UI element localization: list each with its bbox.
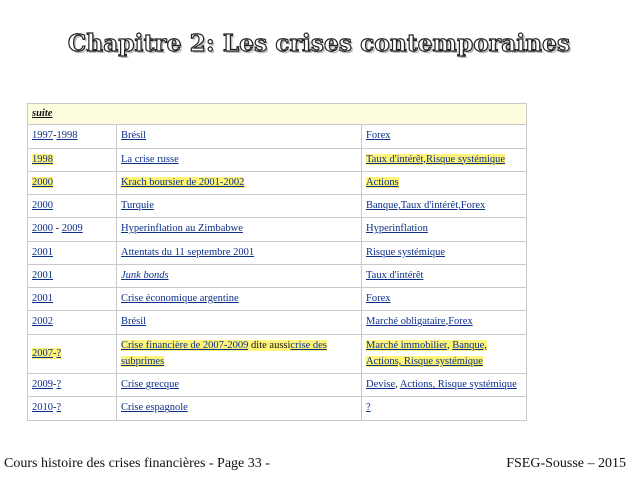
- table-row: [28, 241, 527, 264]
- cause-link[interactable]: Hyperinflation: [366, 223, 428, 235]
- event-cell: [117, 288, 362, 311]
- cause-link[interactable]: Risque systémique: [366, 246, 446, 258]
- year-link[interactable]: 2010: [32, 402, 53, 414]
- year-link[interactable]: 2009: [32, 379, 53, 391]
- event-link[interactable]: Crise espagnole: [121, 402, 188, 414]
- event-cell: [117, 374, 362, 397]
- year-cell: [28, 195, 117, 218]
- event-cell: [117, 241, 362, 264]
- crises-table: [27, 103, 527, 421]
- table-header-row: [28, 104, 527, 125]
- cause-cell: [362, 195, 527, 218]
- year-link[interactable]: 2000: [32, 176, 53, 188]
- year-cell: [28, 288, 117, 311]
- year-link[interactable]: 2000: [32, 223, 53, 235]
- year-separator: -: [53, 402, 57, 414]
- event-link[interactable]: La crise russe: [121, 153, 179, 165]
- table-row: [28, 171, 527, 194]
- cause-link[interactable]: Actions, Risque systémique: [399, 379, 517, 391]
- year-cell: [28, 241, 117, 264]
- event-cell: [117, 311, 362, 334]
- table-row: [28, 195, 527, 218]
- event-link[interactable]: Krach boursier de 2001-2002: [121, 176, 245, 188]
- event-link[interactable]: Crise économique argentine: [121, 293, 239, 305]
- year-cell: [28, 218, 117, 241]
- event-link[interactable]: Brésil: [121, 316, 147, 328]
- event-cell: [117, 264, 362, 287]
- cause-link[interactable]: Forex: [366, 130, 391, 142]
- year-link[interactable]: ?: [56, 379, 62, 391]
- year-link[interactable]: ?: [56, 347, 62, 359]
- year-link[interactable]: 1998: [32, 153, 53, 165]
- cause-link[interactable]: Taux d'intérêt,Risque systémique: [366, 153, 506, 165]
- table-header-cell: [28, 104, 527, 125]
- table-row: [28, 148, 527, 171]
- year-cell: [28, 334, 117, 374]
- table-row: [28, 288, 527, 311]
- event-link[interactable]: crise des subprimes: [121, 339, 327, 367]
- year-cell: [28, 397, 117, 420]
- cause-cell: [362, 288, 527, 311]
- year-link[interactable]: ?: [56, 402, 62, 414]
- table-row: [28, 397, 527, 420]
- header-suite: suite: [32, 108, 53, 119]
- table-row: [28, 125, 527, 148]
- event-link[interactable]: Hyperinflation au Zimbabwe: [121, 223, 243, 235]
- year-link[interactable]: 1997: [32, 130, 53, 142]
- cause-cell: [362, 311, 527, 334]
- event-cell: [117, 334, 362, 374]
- cause-cell: [362, 241, 527, 264]
- cause-link[interactable]: Banque,Taux d'intérêt,Forex: [366, 200, 486, 212]
- cause-separator: ,: [395, 379, 400, 391]
- cause-cell: [362, 374, 527, 397]
- table-row: [28, 334, 527, 374]
- table-row: [28, 218, 527, 241]
- event-cell: [117, 171, 362, 194]
- table-row: [28, 311, 527, 334]
- cause-link[interactable]: ?: [366, 402, 371, 414]
- table-row: [28, 374, 527, 397]
- cause-cell: [362, 148, 527, 171]
- event-link[interactable]: Attentats du 11 septembre 2001: [121, 246, 255, 258]
- year-cell: [28, 311, 117, 334]
- year-link[interactable]: 2007: [32, 347, 53, 359]
- year-cell: [28, 148, 117, 171]
- year-separator: -: [53, 347, 57, 359]
- table-row: [28, 264, 527, 287]
- cause-link[interactable]: Banque, Actions, Risque systémique: [366, 339, 487, 367]
- cause-link[interactable]: Forex: [448, 316, 473, 328]
- year-link[interactable]: 2009: [61, 223, 83, 235]
- year-link[interactable]: 2001: [32, 269, 53, 281]
- cause-cell: [362, 125, 527, 148]
- event-link[interactable]: Junk bonds: [121, 269, 169, 281]
- event-cell: [117, 148, 362, 171]
- cause-separator: ,: [445, 316, 449, 328]
- year-link[interactable]: 2000: [32, 200, 53, 212]
- event-link[interactable]: Crise financière de 2007-2009: [121, 339, 249, 351]
- cause-link[interactable]: Marché immobilier: [366, 339, 447, 351]
- cause-link[interactable]: Devise: [366, 379, 396, 391]
- event-cell: [117, 218, 362, 241]
- event-link[interactable]: Turquie: [121, 200, 154, 212]
- year-cell: [28, 125, 117, 148]
- footer-course-page: Cours histoire des crises financières - Page 33 -: [4, 456, 270, 471]
- year-separator: -: [53, 223, 62, 235]
- footer-institution-year: FSEG-Sousse – 2015: [506, 456, 626, 471]
- slide-title: Chapitre 2: Les crises contemporaines: [67, 30, 571, 57]
- year-cell: [28, 264, 117, 287]
- event-cell: [117, 125, 362, 148]
- cause-link[interactable]: Taux d'intérêt: [366, 269, 424, 281]
- year-separator: -: [53, 130, 57, 142]
- cause-cell: [362, 171, 527, 194]
- event-text: dite aussi: [248, 339, 291, 351]
- year-link[interactable]: 2001: [32, 246, 53, 258]
- cause-cell: [362, 264, 527, 287]
- cause-separator: ,: [446, 339, 453, 351]
- year-separator: -: [53, 379, 57, 391]
- event-link[interactable]: Brésil: [121, 130, 147, 142]
- event-cell: [117, 397, 362, 420]
- cause-cell: [362, 218, 527, 241]
- year-link[interactable]: 2001: [32, 293, 53, 305]
- year-link[interactable]: 2002: [32, 316, 53, 328]
- cause-link[interactable]: Marché obligataire: [366, 316, 446, 328]
- cause-cell: [362, 397, 527, 420]
- year-cell: [28, 171, 117, 194]
- year-cell: [28, 374, 117, 397]
- cause-cell: [362, 334, 527, 374]
- event-link[interactable]: Crise grecque: [121, 379, 180, 391]
- event-cell: [117, 195, 362, 218]
- cause-link[interactable]: Forex: [366, 293, 391, 305]
- year-link[interactable]: 1998: [56, 130, 78, 142]
- cause-link[interactable]: Actions: [366, 176, 399, 188]
